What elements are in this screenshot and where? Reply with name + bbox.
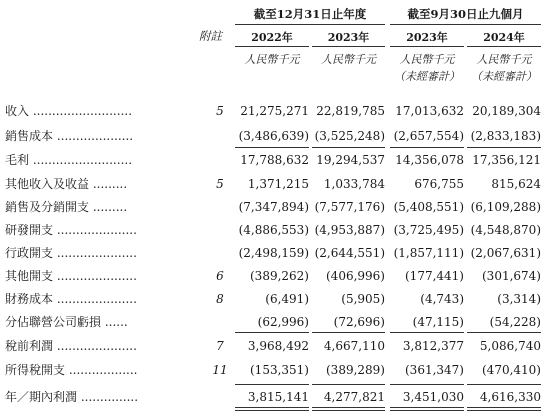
tax-underline-1	[235, 384, 309, 385]
row-value: (54,228)	[489, 315, 541, 329]
row-value: (7,577,176)	[314, 200, 385, 214]
row-value: 1,371,215	[247, 177, 309, 191]
row-label	[5, 220, 137, 241]
row-leader-dots: ....................	[53, 129, 134, 143]
total-double-underline-2a	[312, 407, 385, 408]
row-label	[5, 150, 132, 171]
row-label	[5, 387, 138, 408]
row-label-text: 毛利	[5, 153, 30, 167]
year-header-2: 2023年	[327, 31, 370, 44]
unaudited-label-4: （未經審計）	[471, 70, 537, 83]
row-leader-dots: ...............	[77, 390, 139, 404]
row-value: (7,347,894)	[238, 200, 309, 214]
row-label-text: 年／期內利潤	[5, 390, 78, 404]
row-leader-dots: .....................	[53, 246, 137, 260]
total-double-underline-4b	[467, 410, 541, 411]
row-value: 14,356,078	[395, 153, 464, 167]
row-value: (3,525,248)	[314, 129, 385, 143]
unit-label-1: 人民幣千元	[244, 53, 300, 66]
row-value: 21,275,271	[240, 104, 309, 118]
row-leader-dots: .....................	[53, 269, 137, 283]
table-row	[0, 174, 550, 195]
year-underline-3	[390, 46, 464, 47]
table-row	[0, 289, 550, 310]
table-row	[0, 312, 550, 333]
row-value: (2,644,551)	[314, 246, 385, 260]
total-double-underline-2b	[312, 410, 385, 411]
row-value: (2,498,159)	[238, 246, 309, 260]
row-value: (4,548,870)	[470, 223, 541, 237]
associates-underline-3	[390, 332, 464, 333]
row-value: 17,013,632	[395, 104, 464, 118]
row-label-text: 銷售及分銷開支	[5, 200, 90, 214]
row-value: (301,674)	[482, 269, 541, 283]
row-value: (389,262)	[250, 269, 309, 283]
row-value: 3,968,492	[247, 339, 309, 353]
row-label-text: 財務成本	[5, 292, 54, 306]
row-label	[5, 336, 137, 357]
row-value: 5,086,740	[479, 339, 541, 353]
row-value: 3,451,030	[402, 390, 464, 404]
row-value: 3,812,377	[402, 339, 464, 353]
tax-underline-4	[467, 384, 541, 385]
group-header-nine-months: 截至9月30日止九個月	[407, 7, 524, 21]
row-label-text: 分佔聯營公司虧損	[5, 315, 102, 329]
row-leader-dots: .....................	[53, 223, 137, 237]
row-value: (72,696)	[333, 315, 385, 329]
row-value: (3,314)	[497, 292, 541, 306]
year-header-4: 2024年	[483, 31, 525, 44]
notes-column-header: 附註	[199, 29, 222, 43]
row-label-text: 稅前利潤	[5, 339, 54, 353]
table-row	[0, 360, 550, 381]
row-label	[5, 312, 128, 333]
tax-underline-2	[312, 384, 385, 385]
row-leader-dots: ..........................	[29, 153, 133, 167]
row-value: (406,996)	[326, 269, 385, 283]
cost-of-sales-underline-2	[312, 147, 385, 148]
row-label-text: 所得稅開支	[5, 363, 66, 377]
row-value: (47,115)	[412, 315, 464, 329]
total-double-underline-1a	[235, 407, 309, 408]
row-leader-dots: ......	[101, 315, 128, 329]
row-value: 815,624	[491, 177, 541, 191]
table-row	[0, 220, 550, 241]
cost-of-sales-underline-1	[235, 147, 309, 148]
row-value: 22,819,785	[316, 104, 385, 118]
year-header-1: 2022年	[251, 31, 293, 44]
row-value: (2,067,631)	[470, 246, 541, 260]
row-leader-dots: ..........................	[29, 104, 133, 118]
row-value: 17,356,121	[472, 153, 541, 167]
row-leader-dots: .........	[89, 200, 128, 214]
associates-underline-4	[467, 332, 541, 333]
associates-underline-1	[235, 332, 309, 333]
table-row	[0, 197, 550, 218]
row-value: 19,294,537	[316, 153, 385, 167]
table-row	[0, 266, 550, 287]
row-value: (4,953,887)	[314, 223, 385, 237]
table-row	[0, 126, 550, 147]
year-underline-4	[467, 46, 541, 47]
row-value: 4,667,110	[323, 339, 385, 353]
row-value: (2,657,554)	[393, 129, 464, 143]
row-label	[5, 197, 127, 218]
row-value: (153,351)	[250, 363, 309, 377]
row-value: 4,277,821	[323, 390, 385, 404]
row-label	[5, 101, 132, 122]
row-value: (4,886,553)	[238, 223, 309, 237]
row-value: 17,788,632	[240, 153, 309, 167]
row-value: (62,996)	[257, 315, 309, 329]
row-value: (470,410)	[482, 363, 541, 377]
total-double-underline-1b	[235, 410, 309, 411]
cost-of-sales-underline-4	[467, 147, 541, 148]
year-underline-1	[235, 46, 309, 47]
row-value: (6,109,288)	[470, 200, 541, 214]
row-note: 6	[216, 269, 224, 283]
row-value: (5,408,551)	[393, 200, 464, 214]
row-note: 5	[216, 104, 224, 118]
row-leader-dots: ..................	[65, 363, 138, 377]
row-value: (1,857,111)	[393, 246, 464, 260]
row-value: (5,905)	[341, 292, 385, 306]
row-note: 7	[216, 339, 224, 353]
row-value: (3,486,639)	[238, 129, 309, 143]
row-leader-dots: .....................	[53, 339, 137, 353]
total-double-underline-4a	[467, 407, 541, 408]
row-value: (389,289)	[326, 363, 385, 377]
year-underline-2	[312, 46, 385, 47]
row-label	[5, 289, 137, 310]
row-value: 676,755	[414, 177, 464, 191]
row-note: 11	[212, 363, 228, 377]
year-header-3: 2023年	[406, 31, 448, 44]
table-row	[0, 101, 550, 122]
row-label-text: 其他收入及收益	[5, 177, 90, 191]
row-label-text: 銷售成本	[5, 129, 54, 143]
row-note: 5	[216, 177, 224, 191]
total-double-underline-3a	[390, 407, 464, 408]
row-value: (6,491)	[265, 292, 309, 306]
row-value: 20,189,304	[472, 104, 541, 118]
group-header-fiscal-year: 截至12月31日止年度	[253, 7, 367, 21]
row-label	[5, 126, 133, 147]
row-value: 3,815,141	[247, 390, 309, 404]
row-label	[5, 243, 137, 264]
row-label-text: 行政開支	[5, 246, 54, 260]
row-value: 4,616,330	[479, 390, 541, 404]
unit-label-4: 人民幣千元	[476, 53, 532, 66]
row-leader-dots: .....................	[53, 292, 137, 306]
row-label	[5, 174, 127, 195]
unaudited-label-3: （未經審計）	[394, 70, 460, 83]
row-value: (4,743)	[420, 292, 464, 306]
row-value: (3,725,495)	[393, 223, 464, 237]
table-row	[0, 336, 550, 357]
row-label-text: 其他開支	[5, 269, 54, 283]
row-value: 1,033,784	[323, 177, 385, 191]
unit-label-2: 人民幣千元	[321, 53, 376, 66]
table-row	[0, 150, 550, 171]
row-value: (177,441)	[405, 269, 464, 283]
unit-label-3: 人民幣千元	[399, 53, 455, 66]
row-value: (2,833,183)	[470, 129, 541, 143]
row-label	[5, 360, 138, 381]
cost-of-sales-underline-3	[390, 147, 464, 148]
row-label-text: 研發開支	[5, 223, 54, 237]
tax-underline-3	[390, 384, 464, 385]
group-underline-nine-months	[390, 24, 541, 25]
row-leader-dots: .........	[89, 177, 128, 191]
table-row	[0, 243, 550, 264]
table-row	[0, 387, 550, 408]
associates-underline-2	[312, 332, 385, 333]
row-label-text: 收入	[5, 104, 30, 118]
row-note: 8	[216, 292, 224, 306]
row-label	[5, 266, 137, 287]
row-value: (361,347)	[405, 363, 464, 377]
group-underline-fiscal-year	[235, 24, 385, 25]
total-double-underline-3b	[390, 410, 464, 411]
